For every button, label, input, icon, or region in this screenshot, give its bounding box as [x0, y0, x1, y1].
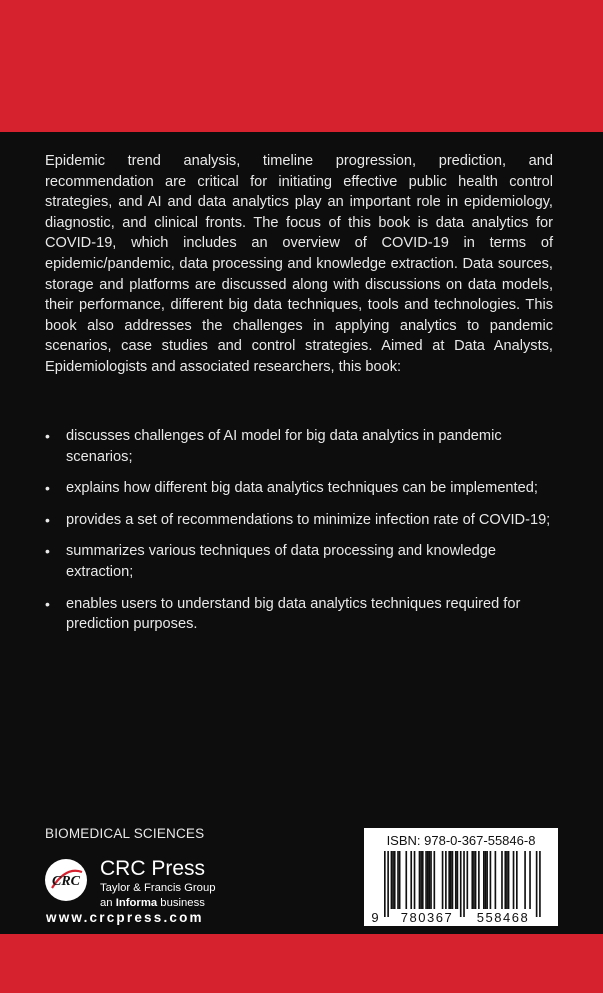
barcode-bar [478, 851, 480, 909]
barcode-right-digits: 558468 [476, 910, 530, 925]
feature-item [45, 594, 555, 635]
barcode-bar [501, 851, 503, 909]
top-red-band [0, 0, 603, 132]
feature-item [45, 478, 555, 499]
crc-logo-icon [44, 858, 88, 902]
bullet-icon: • [45, 543, 50, 560]
barcode-bar [394, 851, 396, 909]
barcode-bar [516, 851, 518, 909]
barcode-bar [448, 851, 450, 909]
barcode-bar [506, 851, 508, 909]
barcode-bar [483, 851, 485, 909]
subject-category: BIOMEDICAL SCIENCES [45, 826, 205, 841]
barcode-bar [399, 851, 401, 909]
feature-item [45, 510, 555, 531]
barcode-bar [513, 851, 515, 909]
barcode-bar [434, 851, 436, 909]
barcode-bar [384, 851, 386, 917]
bottom-red-band [0, 934, 603, 993]
bullet-icon: • [45, 511, 50, 528]
barcode-bar [387, 851, 389, 917]
barcode-bar [422, 851, 424, 909]
barcode-bar [485, 851, 487, 909]
barcode-bar [529, 851, 531, 909]
barcode-bar [460, 851, 462, 917]
barcode-bar [536, 851, 538, 917]
barcode-bar [495, 851, 497, 909]
publisher-group: Taylor & Francis Group [100, 882, 216, 894]
isbn-barcode [364, 828, 558, 926]
barcode-bar [397, 851, 399, 909]
feature-item [45, 541, 555, 582]
barcode-bar [473, 851, 475, 909]
barcode-bar [539, 851, 541, 917]
barcode-bar [445, 851, 447, 909]
feature-item [45, 426, 555, 467]
publisher-business: an Informa business [100, 897, 205, 909]
barcode-bar [524, 851, 526, 909]
feature-text: explains how different big data analytics techniques can be implemented; [66, 480, 538, 497]
barcode-bar [410, 851, 412, 909]
barcode-bar [508, 851, 510, 909]
barcode-bar [463, 851, 465, 917]
logo-text: CRC [51, 874, 81, 889]
barcode-bar [455, 851, 457, 909]
bullet-icon: • [45, 480, 50, 497]
barcode-bar [457, 851, 459, 909]
barcode-bar [452, 851, 454, 909]
barcode-bar [414, 851, 416, 909]
barcode-bar [391, 851, 393, 909]
feature-list [45, 426, 555, 646]
book-description: Epidemic trend analysis, timeline progression, prediction, and recommendation are critical for initiating effective public health control strategies, and AI and data analytics play an important role in epidemiology, diagnostic, and clinical fronts. The focus of this book is data analytics for COVID-19, which includes an overview of COVID-19 in terms of epidemic/pandemic, data processing and knowledge extraction. Data sources, storage and platforms are discussed along with discussions on data models, their performance, different big data techniques, tools and technologies. This book also addresses the challenges in applying analytics to pandemic scenarios, case studies and control strategies. Aimed at Data Analysts, Epidemiologists and associated researchers, this book: [45, 153, 553, 375]
barcode-bar [450, 851, 452, 909]
feature-text: provides a set of recommendations to minimize infection rate of COVID-19; [66, 511, 551, 528]
barcode-bar [471, 851, 473, 909]
publisher-website[interactable]: www.crcpress.com [46, 910, 204, 925]
publisher-name: CRC Press [100, 857, 206, 880]
barcode-bar [504, 851, 506, 909]
barcode-bar [427, 851, 429, 909]
barcode-bar [475, 851, 477, 909]
barcode-bar [405, 851, 407, 909]
barcode-graphic [364, 828, 558, 926]
bullet-icon: • [45, 428, 50, 444]
barcode-bar [392, 851, 394, 909]
barcode-bar [490, 851, 492, 909]
barcode-bar [430, 851, 432, 909]
feature-text: enables users to understand big data analytics techniques required for prediction purposes. [66, 595, 521, 633]
barcode-left-digits: 780367 [400, 910, 454, 925]
barcode-bar [442, 851, 444, 909]
barcode-bar [419, 851, 421, 909]
barcode-bar [429, 851, 431, 909]
barcode-bar [486, 851, 488, 909]
barcode-bar [425, 851, 427, 909]
bullet-icon: • [45, 595, 50, 612]
barcode-lead-digit: 9 [371, 910, 379, 925]
publisher-block [100, 858, 216, 910]
feature-text: discusses challenges of AI model for big data analytics in pandemic scenarios; [66, 428, 502, 465]
barcode-bar [467, 851, 469, 909]
barcode-bar [420, 851, 422, 909]
feature-text: summarizes various techniques of data processing and knowledge extraction; [66, 543, 496, 580]
isbn-label: ISBN: 978-0-367-55846-8 [386, 833, 536, 848]
